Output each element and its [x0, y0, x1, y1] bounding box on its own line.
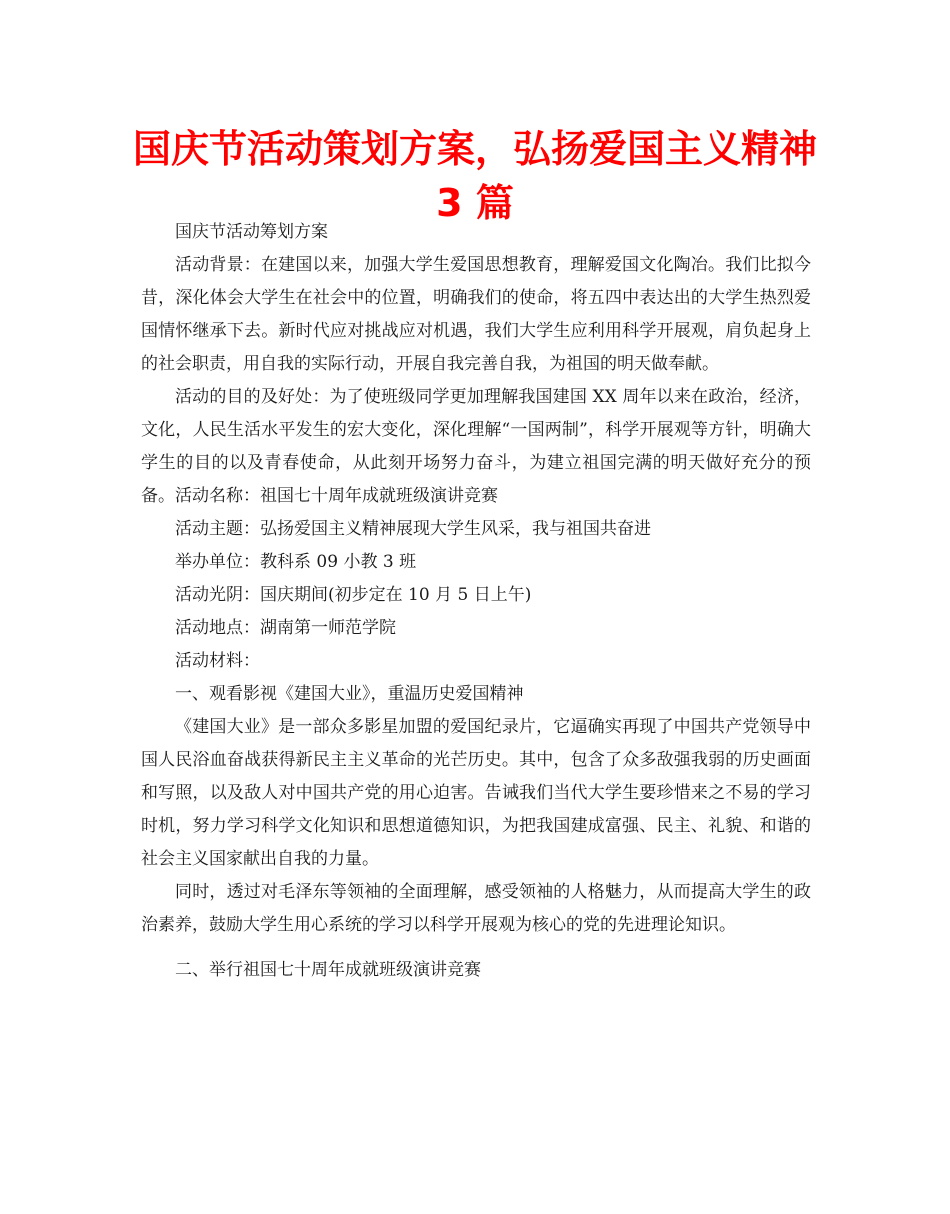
paragraph-heading: 国庆节活动筹划方案 [175, 222, 328, 242]
document-body [141, 216, 811, 987]
paragraph-section-two: 二、举行祖国七十周年成就班级演讲竞赛 [175, 960, 481, 980]
paragraph-theme: 活动主题：弘扬爱国主义精神展现大学生风采，我与祖国共奋进 [175, 519, 651, 539]
document-title: 国庆节活动策划方案，弘扬爱国主义精神 3 篇 [132, 127, 817, 225]
paragraph-background: 活动背景：在建国以来，加强大学生爱国思想教育，理解爱国文化陶冶。我们比拟今昔，深化体会大学生在社会中的位置，明确我们的使命，将五四中表达出的大学生热烈爱国情怀继承下去。新时代应对挑战应对机遇，我们大学生应利用科学开展观，肩负起身上的社会职责，用自我的实际行动，开展自我完善自我，为祖国的明天做奉献。 [141, 255, 811, 374]
paragraph-section-one: 一、观看影视《建国大业》，重温历史爱国精神 [175, 684, 524, 704]
paragraph-materials: 活动材料： [175, 651, 260, 671]
paragraph-time: 活动光阴：国庆期间(初步定在 10 月 5 日上午) [175, 585, 532, 605]
paragraph-purpose: 活动的目的及好处：为了使班级同学更加理解我国建国 XX 周年以来在政治，经济，文化，人民生活水平发生的宏大变化，深化理解“一国两制”，科学开展观等方针，明确大学生的目的以及青春使命，从此刻开场努力奋斗，为建立祖国完满的明天做好充分的预备。活动名称：祖国七十周年成就班级演讲竞赛 [141, 387, 811, 506]
paragraph-film-description: 《建国大业》是一部众多影星加盟的爱国纪录片，它逼确实再现了中国共产党领导中国人民浴血奋战获得新民主主义革命的光芒历史。其中，包含了众多敌强我弱的历史画面和写照，以及敌人对中国共产党的用心迫害。告诫我们当代大学生要珍惜来之不易的学习时机，努力学习科学文化知识和思想道德知识，为把我国建成富强、民主、礼貌、和谐的社会主义国家献出自我的力量。 [141, 717, 811, 869]
paragraph-leaders: 同时，透过对毛泽东等领袖的全面理解，感受领袖的人格魅力，从而提高大学生的政治素养，鼓励大学生用心系统的学习以科学开展观为核心的党的先进理论知识。 [141, 882, 811, 935]
paragraph-location: 活动地点：湖南第一师范学院 [175, 618, 396, 638]
paragraph-organizer: 举办单位：教科系 09 小教 3 班 [175, 552, 417, 572]
